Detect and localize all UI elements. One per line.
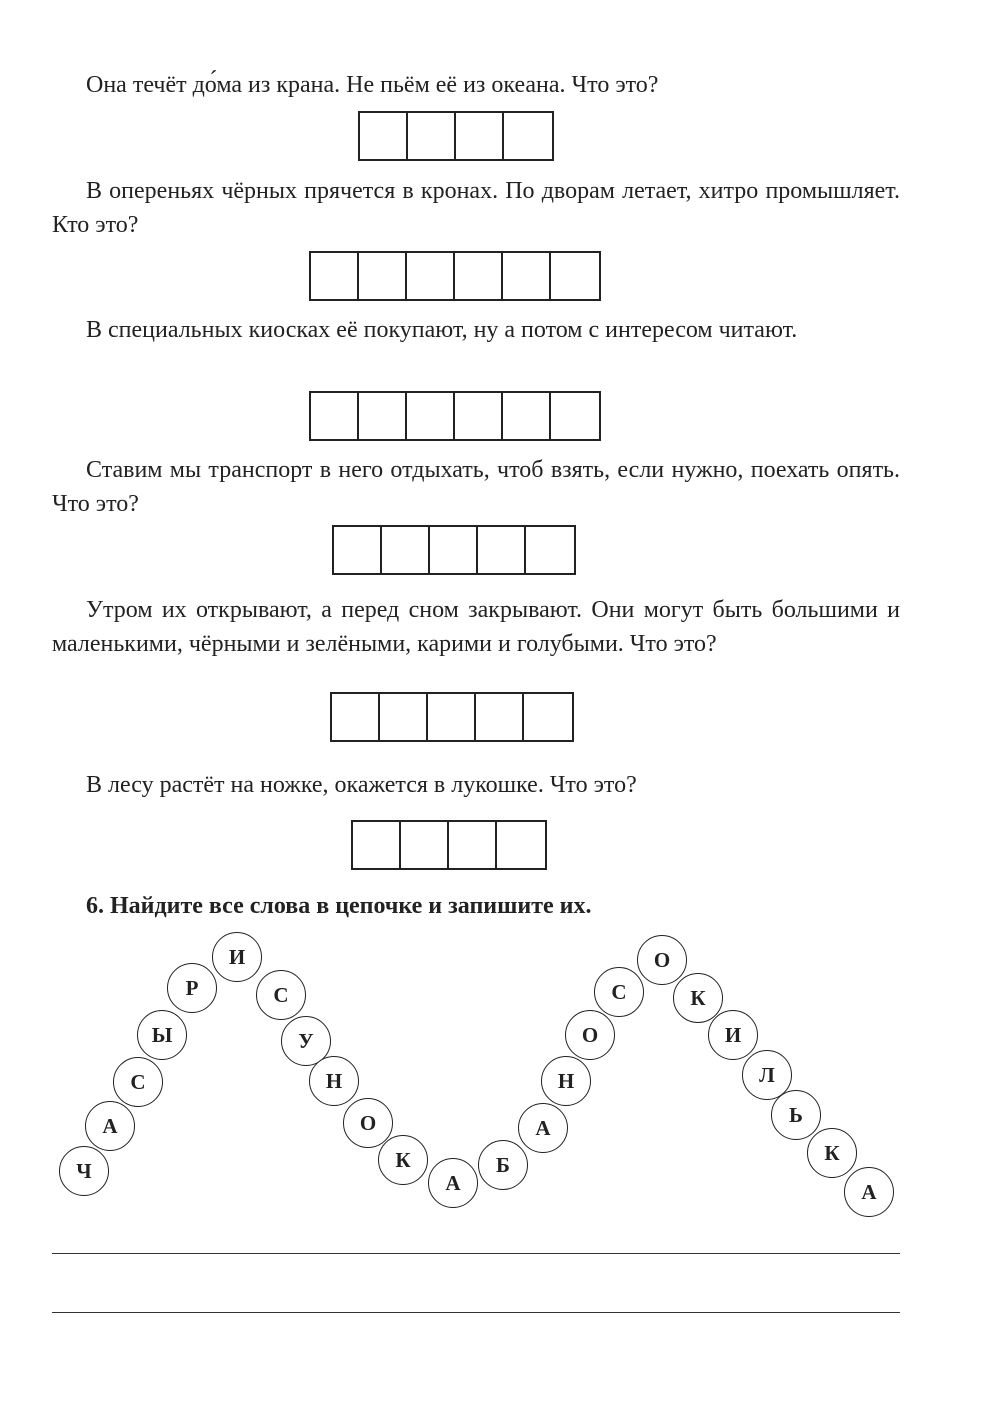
answer-cell[interactable] — [524, 694, 572, 740]
riddle-4-text: Ставим мы транспорт в него отдыхать, чтоб взять, если нужно, поехать опять. Что это? — [52, 457, 900, 517]
chain-letter[interactable]: Р — [167, 963, 217, 1013]
riddle-3-text: В специальных киосках её покупают, ну а потом с интересом читают. — [86, 317, 798, 343]
answer-cell[interactable] — [311, 393, 359, 439]
answer-cell[interactable] — [408, 113, 456, 159]
riddle-1-text: Она течёт до́ма из крана. Не пьём её из океана. Что это? — [86, 72, 659, 98]
chain-letter[interactable]: Ы — [137, 1010, 187, 1060]
chain-letter[interactable]: Н — [309, 1056, 359, 1106]
riddle-2-text: В опереньях чёрных прячется в кронах. По дворам летает, хитро промышляет. Кто это? — [52, 178, 900, 238]
riddle-3-answer-grid[interactable] — [309, 391, 601, 441]
answer-cell[interactable] — [449, 822, 497, 868]
riddle-6-answer-grid[interactable] — [351, 820, 547, 870]
answer-cell[interactable] — [407, 253, 455, 299]
answer-cell[interactable] — [551, 393, 599, 439]
chain-letter[interactable]: О — [565, 1010, 615, 1060]
riddle-4-answer-grid[interactable] — [332, 525, 576, 575]
answer-cell[interactable] — [332, 694, 380, 740]
answer-cell[interactable] — [455, 393, 503, 439]
chain-letter[interactable]: К — [807, 1128, 857, 1178]
chain-letter[interactable]: А — [844, 1167, 894, 1217]
answer-cell[interactable] — [380, 694, 428, 740]
chain-letter[interactable]: Ь — [771, 1090, 821, 1140]
answer-cell[interactable] — [359, 253, 407, 299]
answer-cell[interactable] — [503, 393, 551, 439]
answer-write-line[interactable] — [52, 1253, 900, 1254]
answer-cell[interactable] — [401, 822, 449, 868]
answer-cell[interactable] — [382, 527, 430, 573]
answer-cell[interactable] — [311, 253, 359, 299]
chain-letter[interactable]: О — [343, 1098, 393, 1148]
answer-cell[interactable] — [551, 253, 599, 299]
chain-letter[interactable]: А — [428, 1158, 478, 1208]
chain-letter[interactable]: А — [85, 1101, 135, 1151]
chain-letter[interactable]: А — [518, 1103, 568, 1153]
task-heading: 6. Найдите все слова в цепочке и запишите их. — [86, 893, 592, 919]
answer-cell[interactable] — [407, 393, 455, 439]
answer-cell[interactable] — [430, 527, 478, 573]
answer-cell[interactable] — [526, 527, 574, 573]
answer-cell[interactable] — [504, 113, 552, 159]
chain-letter[interactable]: К — [378, 1135, 428, 1185]
chain-letter[interactable]: Н — [541, 1056, 591, 1106]
answer-cell[interactable] — [478, 527, 526, 573]
chain-letter[interactable]: С — [256, 970, 306, 1020]
answer-cell[interactable] — [359, 393, 407, 439]
chain-letter[interactable]: С — [113, 1057, 163, 1107]
answer-cell[interactable] — [476, 694, 524, 740]
answer-cell[interactable] — [428, 694, 476, 740]
answer-cell[interactable] — [456, 113, 504, 159]
chain-letter[interactable]: Ч — [59, 1146, 109, 1196]
chain-letter[interactable]: Л — [742, 1050, 792, 1100]
riddle-2-answer-grid[interactable] — [309, 251, 601, 301]
chain-letter[interactable]: О — [637, 935, 687, 985]
answer-write-line[interactable] — [52, 1312, 900, 1313]
answer-cell[interactable] — [360, 113, 408, 159]
riddle-1-answer-grid[interactable] — [358, 111, 554, 161]
chain-letter[interactable]: Б — [478, 1140, 528, 1190]
chain-letter[interactable]: И — [212, 932, 262, 982]
riddle-6-text: В лесу растёт на ножке, окажется в лукошке. Что это? — [86, 772, 637, 798]
answer-cell[interactable] — [334, 527, 382, 573]
chain-letter[interactable]: С — [594, 967, 644, 1017]
chain-letter[interactable]: У — [281, 1016, 331, 1066]
chain-letter[interactable]: И — [708, 1010, 758, 1060]
riddle-5-answer-grid[interactable] — [330, 692, 574, 742]
answer-cell[interactable] — [455, 253, 503, 299]
answer-cell[interactable] — [353, 822, 401, 868]
answer-cell[interactable] — [503, 253, 551, 299]
answer-cell[interactable] — [497, 822, 545, 868]
chain-letter[interactable]: К — [673, 973, 723, 1023]
riddle-5-text: Утром их открывают, а перед сном закрывают. Они могут быть большими и маленькими, чёрными и зелёными, карими и голубыми. Что это? — [52, 597, 900, 657]
